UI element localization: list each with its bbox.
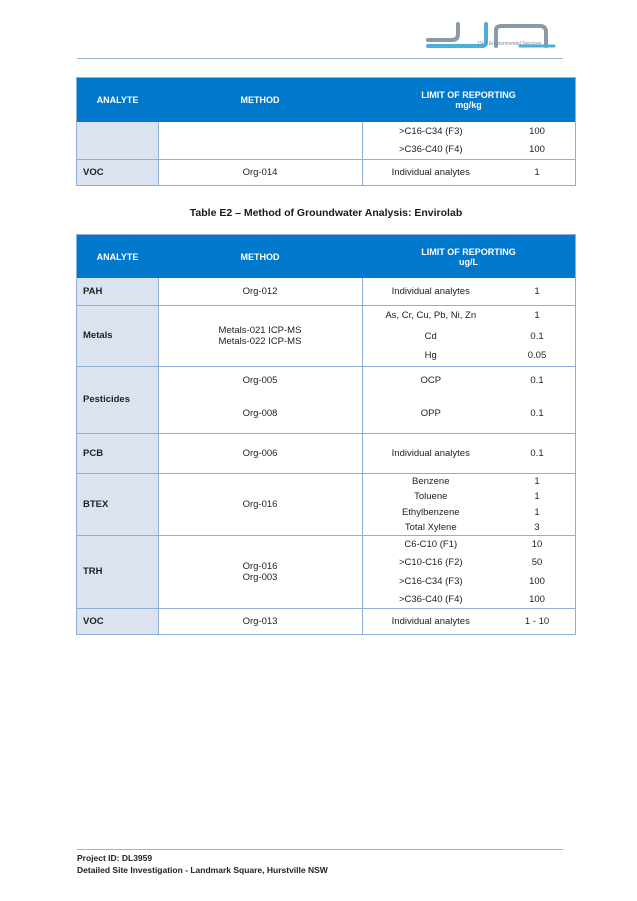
table-header-row (77, 78, 575, 122)
limit-cell: 0.1 (530, 408, 544, 420)
col-limit-title: LIMIT OF REPORTING (421, 246, 516, 257)
table-soil-limits (77, 78, 575, 185)
table-row-voc (77, 608, 575, 634)
limit-cell: 10 (499, 535, 575, 553)
item-cell: Individual analytes (362, 159, 499, 185)
method-cell (158, 535, 362, 608)
col-analyte: ANALYTE (77, 78, 158, 122)
limit-cell: 0.1 (499, 366, 575, 395)
limit-cell: 1 (534, 506, 540, 518)
item-cell: >C16-C34 (F3) (362, 572, 499, 591)
method-cell: Org-013 (158, 608, 362, 634)
table-row-pesticides (77, 366, 575, 395)
item-cell: Toluene (362, 489, 499, 504)
footer-project-id: Project ID: DL3959 (77, 853, 153, 863)
limit-cell: 100 (529, 126, 545, 137)
limit-cell: 0.1 (499, 433, 575, 473)
limit-cell: 1 (499, 305, 575, 326)
method-line: Metals-021 ICP-MS (218, 324, 302, 336)
item-cell: Benzene (362, 473, 499, 489)
item-cell: >C36-C40 (F4) (362, 591, 499, 608)
item-cell: Individual analytes (362, 433, 499, 473)
method-cell: Org-008 (158, 395, 362, 433)
table-row-btex (77, 473, 575, 489)
col-method: METHOD (158, 78, 362, 122)
limit-cell: 50 (531, 557, 543, 568)
col-method: METHOD (158, 235, 362, 278)
company-logo (424, 20, 564, 54)
item-cell: Ethylbenzene (362, 504, 499, 520)
footer-divider (77, 849, 563, 850)
limit-cell: 1 (534, 285, 540, 297)
limit-cell: 1 (499, 159, 575, 185)
method-line: Org-003 (242, 571, 278, 583)
table-row (77, 122, 575, 141)
method-cell: Org-005 (158, 366, 362, 395)
analyte-cell: TRH (77, 535, 158, 608)
col-limit (362, 78, 575, 122)
limit-cell: 0.1 (530, 330, 544, 342)
method-cell (158, 305, 362, 366)
limit-cell: 1 (534, 491, 540, 502)
limit-cell: 0.05 (527, 350, 547, 362)
logo-tagline: DLA Environmental Services (478, 41, 542, 47)
item-cell: OPP (362, 395, 499, 433)
col-limit (362, 235, 575, 278)
table-groundwater-limits (77, 235, 575, 634)
analyte-cell: Pesticides (77, 366, 158, 433)
analyte-cell: PCB (77, 433, 158, 473)
item-cell: Total Xylene (362, 520, 499, 535)
method-cell: Org-016 (158, 473, 362, 535)
method-line: Metals-022 ICP-MS (218, 335, 302, 347)
analyte-cell: PAH (77, 278, 158, 305)
item-cell: Cd (362, 326, 499, 346)
col-limit-title: LIMIT OF REPORTING (421, 90, 516, 100)
col-limit-unit: ug/L (459, 256, 478, 267)
item-cell: Individual analytes (362, 608, 499, 634)
table-caption: Table E2 – Method of Groundwater Analysis: Envirolab (189, 207, 463, 219)
analyte-cell: VOC (77, 608, 158, 634)
analyte-cell: BTEX (77, 473, 158, 535)
limit-cell: 3 (534, 521, 540, 533)
item-cell: Individual analytes (362, 278, 499, 305)
item-cell: OCP (362, 366, 499, 395)
method-line: Org-016 (242, 560, 278, 572)
table-row (77, 159, 575, 185)
method-cell: Org-014 (158, 159, 362, 185)
table-row-pah (77, 278, 575, 305)
col-limit-unit: mg/kg (455, 100, 482, 110)
analyte-cell: Metals (77, 305, 158, 366)
limit-cell: 100 (529, 144, 545, 156)
analyte-cell: VOC (77, 159, 158, 185)
footer-description: Detailed Site Investigation - Landmark Square, Hurstville NSW (77, 865, 328, 875)
header-divider (77, 58, 563, 59)
table-row-pcb (77, 433, 575, 473)
analyte-cell (77, 122, 158, 159)
item-cell: >C16-C34 (F3) (362, 122, 499, 141)
limit-cell: 1 (499, 473, 575, 489)
method-cell: Org-006 (158, 433, 362, 473)
method-cell: Org-012 (158, 278, 362, 305)
table-row-metals (77, 305, 575, 326)
limit-cell: 100 (529, 593, 545, 605)
item-cell: Hg (362, 346, 499, 366)
item-cell: >C10-C16 (F2) (362, 553, 499, 572)
table-header-row (77, 235, 575, 278)
limit-cell: 1 - 10 (499, 608, 575, 634)
item-cell: As, Cr, Cu, Pb, Ni, Zn (362, 305, 499, 326)
col-analyte: ANALYTE (77, 235, 158, 278)
item-cell: C6-C10 (F1) (362, 535, 499, 553)
limit-cell: 100 (529, 576, 545, 587)
table-row-trh (77, 535, 575, 553)
item-cell: >C36-C40 (F4) (362, 141, 499, 159)
method-cell (158, 122, 362, 159)
